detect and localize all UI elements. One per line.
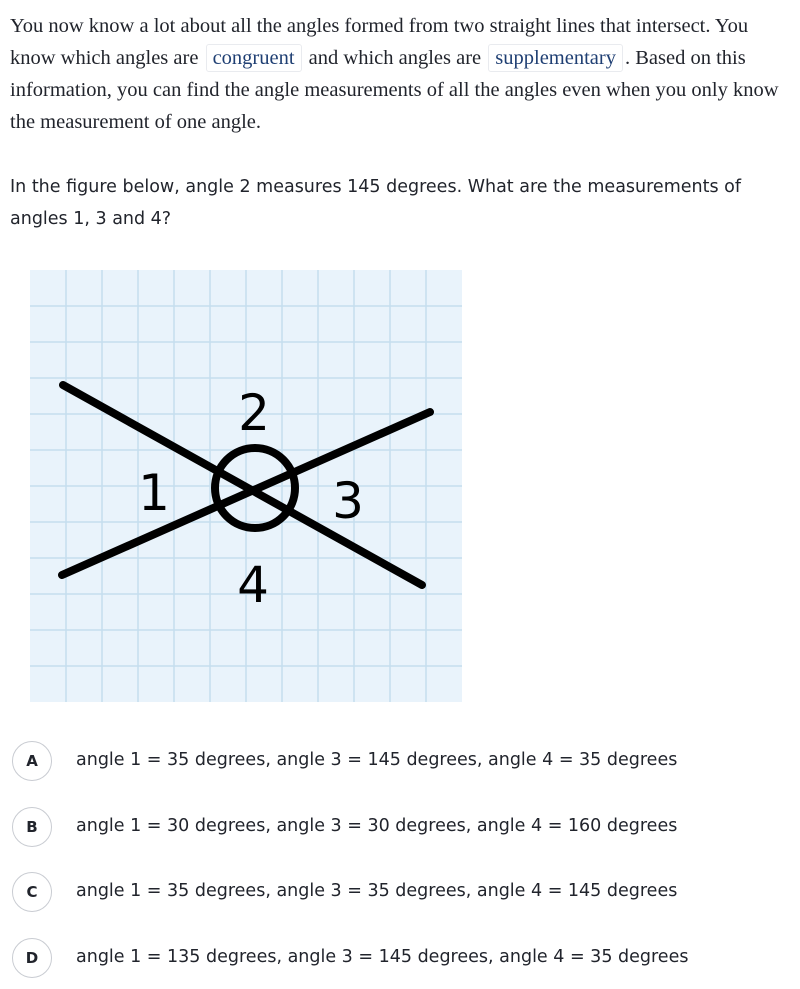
choice-d-letter[interactable]: D	[12, 938, 52, 978]
choice-d-text[interactable]: angle 1 = 135 degrees, angle 3 = 145 degrees, angle 4 = 35 degrees	[76, 947, 689, 967]
choice-b[interactable]	[0, 800, 800, 852]
choice-b-text[interactable]: angle 1 = 30 degrees, angle 3 = 30 degrees, angle 4 = 160 degrees	[76, 816, 678, 836]
angle-label-3: 3	[332, 472, 364, 530]
question-text: In the figure below, angle 2 measures 145 degrees. What are the measurements of angles 1, 3 and 4?	[10, 177, 742, 229]
term-supplementary[interactable]: supplementary	[488, 44, 623, 72]
choice-a[interactable]	[0, 734, 800, 786]
intro-text-part3: . Based on this information, you can find the angle measurements of all the angles even when you only know the measurement of one angle.	[10, 47, 779, 133]
term-congruent[interactable]: congruent	[206, 44, 302, 72]
choice-d[interactable]	[0, 931, 800, 983]
intro-paragraph	[10, 10, 795, 138]
choice-b-letter[interactable]: B	[12, 807, 52, 847]
angle-label-1: 1	[138, 464, 170, 522]
choice-c[interactable]	[0, 865, 800, 917]
choice-a-letter[interactable]: A	[12, 741, 52, 781]
choice-c-letter[interactable]: C	[12, 872, 52, 912]
figure-svg	[30, 270, 462, 702]
choice-a-text[interactable]: angle 1 = 35 degrees, angle 3 = 145 degrees, angle 4 = 35 degrees	[76, 750, 678, 770]
angle-label-2: 2	[238, 384, 270, 442]
intersecting-lines-figure	[30, 270, 462, 702]
choice-c-text[interactable]: angle 1 = 35 degrees, angle 3 = 35 degrees, angle 4 = 145 degrees	[76, 881, 678, 901]
intro-text-part1: You now know a lot about all the angles formed from two straight lines that intersect. You know which angles are	[10, 15, 749, 69]
angle-label-4: 4	[237, 556, 269, 614]
intro-text-part2: and which angles are	[303, 47, 487, 69]
